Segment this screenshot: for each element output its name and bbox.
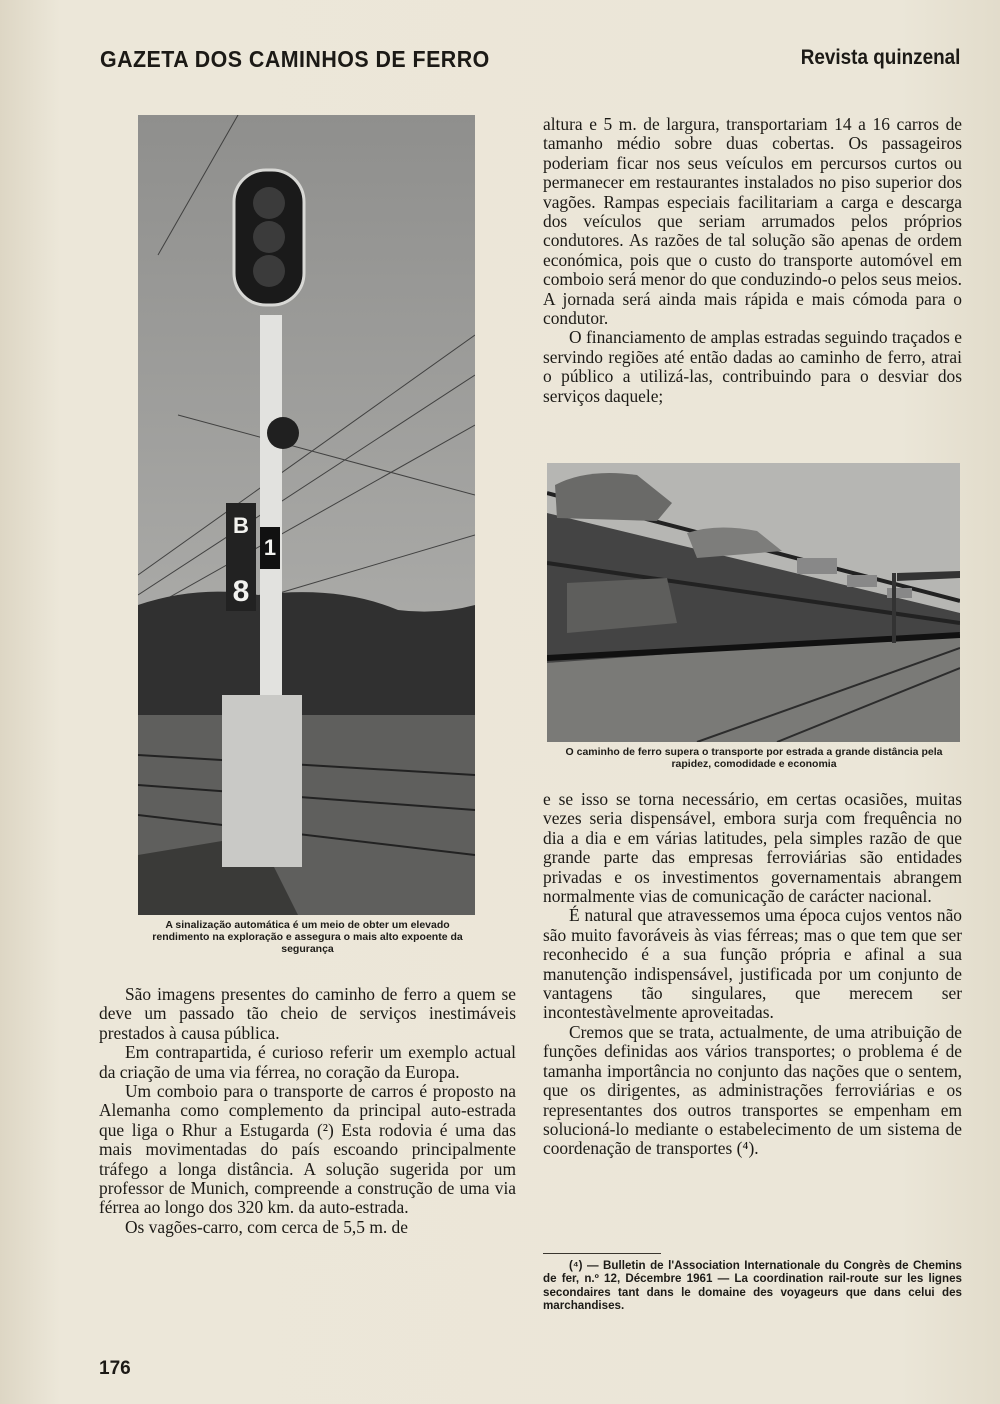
- signal-photo: [138, 115, 475, 915]
- left-column: [99, 985, 516, 1237]
- left-paragraph-4: Os vagões-carro, com cerca de 5,5 m. de: [125, 1216, 408, 1237]
- right-bottom-paragraph-3: Cremos que se trata, actualmente, de uma atribuição de funções definidas aos vários transportes; o problema é de tamanha importância no conjunto das nações que o sentem, que os dirigentes, as administrações ferroviárias e os representantes dos outros transportes se empenham em solucioná-lo mediante o estabelecimento de um sistema de coordenação de transportes (⁴).: [543, 1021, 962, 1159]
- signal-plate-letter: 1: [263, 535, 277, 560]
- left-paragraph-1: São imagens presentes do caminho de ferro a quem se deve um passado tão cheio de serviços inestimáveis prestados à causa pública.: [99, 984, 516, 1043]
- right-top-paragraph-2: O financiamento de amplas estradas seguindo traçados e servindo regiões até então dadas ao caminho de ferro, atrai o público a utilizá-las, contribuindo para o desviar dos serviços daquele;: [543, 327, 962, 406]
- right-top-paragraph-1: altura e 5 m. de largura, transportariam 14 a 16 carros de tamanho médio sobre duas cobertas. Os passageiros poderiam ficar nos seus veículos em percursos curtos ou permanecer em restaurantes instalados no piso superior dos vagões. Rampas especiais facilitariam a carga e descarga dos veículos que seriam arrumados pelos próprios condutores. As razões de tal solução são apenas de ordem económica, pois que o custo do transporte automóvel em comboio será menor do que conduzindo-o pelos seus meios. A jornada será ainda mais rápida e mais cómoda para o condutor.: [543, 114, 962, 329]
- left-paragraph-2: Em contrapartida, é curioso referir um exemplo actual da criação de uma via férrea, no coração da Europa.: [99, 1042, 516, 1082]
- right-column-bottom: [543, 790, 962, 1159]
- car-train-photo-caption: O caminho de ferro supera o transporte por estrada a grande distância pela rapidez, comodidade e economia: [565, 746, 943, 770]
- journal-title: GAZETA DOS CAMINHOS DE FERRO: [100, 46, 490, 72]
- page-number: 176: [99, 1358, 131, 1379]
- footnote: [543, 1259, 962, 1313]
- right-bottom-paragraph-2: É natural que atravessemos uma época cujos ventos não são muito favoráveis às vias férreas; mas o que tem que ser reconhecido é a sua função própria e afinal a sua manutenção indispensável, justificada por um conjunto de vantagens tão singulares, que merecem ser incontestàvelmente aproveitadas.: [543, 905, 962, 1023]
- signal-photo-caption: A sinalização automática é um meio de obter um elevado rendimento na exploração e assegura o mais alto expoente da segurança: [152, 919, 463, 955]
- left-paragraph-3: Um comboio para o transporte de carros é proposto na Alemanha como complemento da principal auto-estrada que liga o Rhur a Estugarda (²) Esta rodovia é uma das mais movimentadas do país escoando principalmente tráfego a longa distância. A solução sugerida por um professor de Munich, compreende a construção de uma via férrea ao longo dos 320 km. da auto-estrada.: [99, 1081, 516, 1218]
- footnote-text: (⁴) — Bulletin de l'Association Internationale du Congrès de Chemins de fer, n.º 12, Décembre 1961 — La coordination rail-route sur les lignes secondaires tant dans le domaine des voyageurs que dans celui des marchandises.: [543, 1259, 962, 1313]
- footnote-rule: [543, 1253, 661, 1254]
- car-train-photo: [547, 463, 960, 742]
- signal-plate-letter: B: [233, 513, 249, 538]
- right-bottom-paragraph-1: e se isso se torna necessário, em certas ocasiões, muitas vezes seria dispensável, embora surja com frequência no dia a dia e em várias latitudes, pela simples razão de que grande parte das empresas ferroviárias são entidades privadas e os investimentos governamentais abrangem normalmente vias de comunicação de carácter nacional.: [543, 789, 962, 907]
- right-column-top: [543, 115, 962, 406]
- journal-subtitle: Revista quinzenal: [800, 46, 960, 69]
- signal-plate-letter: 8: [232, 575, 250, 608]
